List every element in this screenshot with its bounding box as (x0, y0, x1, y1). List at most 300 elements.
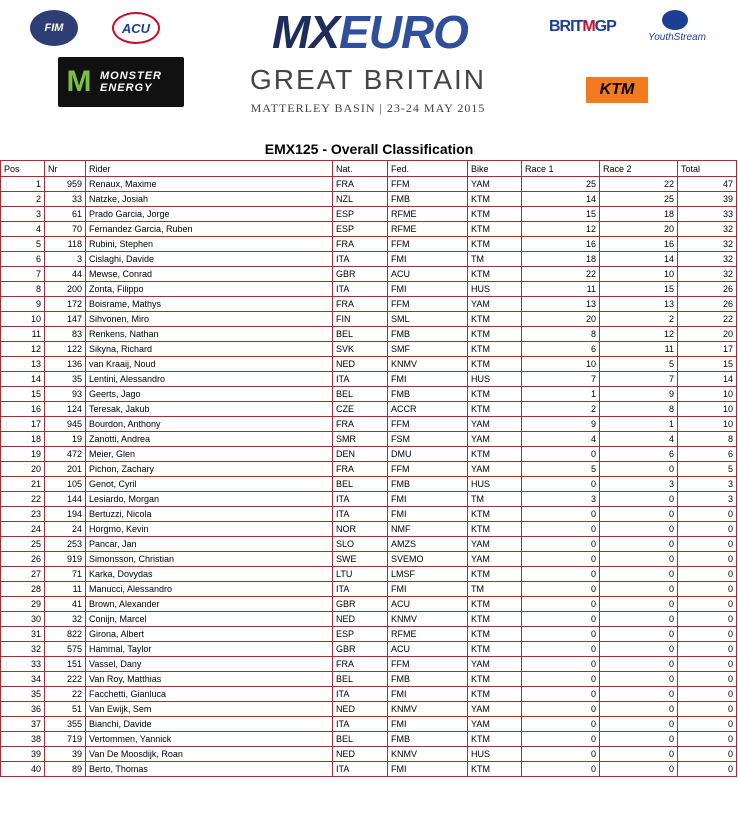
cell-pos: 30 (1, 612, 45, 627)
cell-total: 0 (678, 732, 737, 747)
cell-race1: 14 (522, 192, 600, 207)
cell-race2: 1 (600, 417, 678, 432)
table-row (1, 252, 737, 267)
cell-nat: ITA (333, 582, 388, 597)
cell-nr: 89 (45, 762, 86, 777)
cell-bike: KTM (468, 327, 522, 342)
cell-race1: 4 (522, 432, 600, 447)
cell-race2: 2 (600, 312, 678, 327)
cell-bike: YAM (468, 537, 522, 552)
cell-nr: 44 (45, 267, 86, 282)
cell-race1: 0 (522, 762, 600, 777)
cell-fed: FMB (388, 672, 468, 687)
cell-fed: RFME (388, 627, 468, 642)
cell-nat: ITA (333, 717, 388, 732)
cell-nat: NED (333, 612, 388, 627)
cell-fed: FFM (388, 657, 468, 672)
cell-pos: 20 (1, 462, 45, 477)
cell-bike: HUS (468, 477, 522, 492)
cell-race2: 6 (600, 447, 678, 462)
cell-nr: 122 (45, 342, 86, 357)
cell-pos: 5 (1, 237, 45, 252)
cell-total: 47 (678, 177, 737, 192)
table-row (1, 597, 737, 612)
cell-fed: FMI (388, 582, 468, 597)
cell-fed: FMI (388, 687, 468, 702)
cell-fed: KNMV (388, 747, 468, 762)
cell-race2: 22 (600, 177, 678, 192)
cell-fed: FMI (388, 762, 468, 777)
cell-nat: BEL (333, 732, 388, 747)
table-row (1, 477, 737, 492)
table-row (1, 522, 737, 537)
cell-nr: 959 (45, 177, 86, 192)
cell-pos: 14 (1, 372, 45, 387)
cell-bike: YAM (468, 717, 522, 732)
table-row (1, 627, 737, 642)
cell-race1: 0 (522, 597, 600, 612)
cell-fed: FFM (388, 177, 468, 192)
cell-nr: 136 (45, 357, 86, 372)
table-row (1, 327, 737, 342)
cell-total: 17 (678, 342, 737, 357)
cell-rider: Zonta, Filippo (86, 282, 333, 297)
cell-total: 39 (678, 192, 737, 207)
cell-race2: 11 (600, 342, 678, 357)
cell-total: 32 (678, 252, 737, 267)
cell-bike: KTM (468, 522, 522, 537)
cell-fed: FMI (388, 717, 468, 732)
acu-logo-text: ACU (121, 20, 151, 36)
cell-nat: SMR (333, 432, 388, 447)
cell-nr: 222 (45, 672, 86, 687)
cell-fed: FFM (388, 237, 468, 252)
cell-pos: 21 (1, 477, 45, 492)
cell-nr: 194 (45, 507, 86, 522)
cell-race1: 22 (522, 267, 600, 282)
cell-nat: ITA (333, 507, 388, 522)
cell-rider: Van De Moosdijk, Roan (86, 747, 333, 762)
cell-fed: SMF (388, 342, 468, 357)
cell-bike: KTM (468, 627, 522, 642)
cell-nat: SVK (333, 342, 388, 357)
cell-total: 0 (678, 597, 737, 612)
cell-race1: 0 (522, 552, 600, 567)
cell-race2: 13 (600, 297, 678, 312)
cell-bike: KTM (468, 672, 522, 687)
cell-race1: 0 (522, 582, 600, 597)
cell-fed: KNMV (388, 357, 468, 372)
cell-rider: Van Roy, Matthias (86, 672, 333, 687)
britmgp-logo-c: GP (594, 18, 616, 35)
cell-fed: FMI (388, 372, 468, 387)
table-row (1, 447, 737, 462)
cell-bike: KTM (468, 342, 522, 357)
cell-total: 0 (678, 657, 737, 672)
cell-total: 0 (678, 642, 737, 657)
cell-bike: YAM (468, 462, 522, 477)
cell-rider: Prado Garcia, Jorge (86, 207, 333, 222)
cell-race2: 0 (600, 582, 678, 597)
cell-pos: 37 (1, 717, 45, 732)
column-header-total: Total (678, 161, 737, 177)
cell-nr: 71 (45, 567, 86, 582)
cell-race1: 0 (522, 747, 600, 762)
cell-race2: 9 (600, 387, 678, 402)
cell-pos: 25 (1, 537, 45, 552)
cell-pos: 9 (1, 297, 45, 312)
cell-rider: Horgmo, Kevin (86, 522, 333, 537)
cell-pos: 23 (1, 507, 45, 522)
cell-bike: KTM (468, 597, 522, 612)
cell-pos: 1 (1, 177, 45, 192)
cell-total: 0 (678, 537, 737, 552)
cell-nr: 93 (45, 387, 86, 402)
cell-bike: KTM (468, 312, 522, 327)
table-row (1, 237, 737, 252)
cell-nr: 144 (45, 492, 86, 507)
cell-rider: Karka, Dovydas (86, 567, 333, 582)
cell-nat: NZL (333, 192, 388, 207)
cell-race1: 0 (522, 687, 600, 702)
table-row (1, 642, 737, 657)
cell-race2: 8 (600, 402, 678, 417)
cell-nr: 3 (45, 252, 86, 267)
cell-race1: 7 (522, 372, 600, 387)
cell-total: 0 (678, 612, 737, 627)
cell-nat: FRA (333, 297, 388, 312)
cell-fed: ACU (388, 597, 468, 612)
table-row (1, 357, 737, 372)
monster-energy-text (100, 70, 162, 94)
cell-total: 3 (678, 492, 737, 507)
cell-race2: 14 (600, 252, 678, 267)
cell-nat: NED (333, 702, 388, 717)
cell-rider: Girona, Albert (86, 627, 333, 642)
cell-fed: FMB (388, 477, 468, 492)
cell-fed: ACCR (388, 402, 468, 417)
cell-race1: 0 (522, 702, 600, 717)
cell-race2: 0 (600, 627, 678, 642)
cell-rider: Sikyna, Richard (86, 342, 333, 357)
cell-race2: 0 (600, 747, 678, 762)
cell-race2: 25 (600, 192, 678, 207)
cell-race1: 20 (522, 312, 600, 327)
cell-bike: KTM (468, 387, 522, 402)
cell-race2: 4 (600, 432, 678, 447)
cell-total: 0 (678, 552, 737, 567)
cell-fed: AMZS (388, 537, 468, 552)
cell-total: 33 (678, 207, 737, 222)
cell-nr: 945 (45, 417, 86, 432)
cell-total: 32 (678, 237, 737, 252)
cell-bike: YAM (468, 552, 522, 567)
cell-nat: SLO (333, 537, 388, 552)
cell-rider: Hammal, Taylor (86, 642, 333, 657)
cell-fed: RFME (388, 222, 468, 237)
cell-pos: 22 (1, 492, 45, 507)
cell-pos: 36 (1, 702, 45, 717)
cell-total: 26 (678, 297, 737, 312)
cell-nat: BEL (333, 387, 388, 402)
cell-pos: 35 (1, 687, 45, 702)
cell-race2: 0 (600, 492, 678, 507)
cell-nat: ESP (333, 627, 388, 642)
cell-nr: 822 (45, 627, 86, 642)
youthstream-swoosh-icon (662, 10, 688, 30)
cell-pos: 28 (1, 582, 45, 597)
cell-total: 32 (678, 267, 737, 282)
cell-race2: 10 (600, 267, 678, 282)
cell-nr: 472 (45, 447, 86, 462)
britmgp-logo-b: M (582, 18, 595, 35)
table-row (1, 372, 737, 387)
cell-fed: ACU (388, 642, 468, 657)
cell-total: 0 (678, 687, 737, 702)
cell-total: 0 (678, 672, 737, 687)
table-row (1, 192, 737, 207)
cell-bike: YAM (468, 297, 522, 312)
cell-fed: FMI (388, 507, 468, 522)
cell-race1: 9 (522, 417, 600, 432)
cell-nr: 151 (45, 657, 86, 672)
cell-rider: Berto, Thomas (86, 762, 333, 777)
cell-bike: KTM (468, 237, 522, 252)
cell-race2: 0 (600, 567, 678, 582)
cell-total: 0 (678, 762, 737, 777)
britmgp-logo (549, 18, 623, 36)
cell-bike: KTM (468, 447, 522, 462)
cell-bike: YAM (468, 177, 522, 192)
cell-pos: 13 (1, 357, 45, 372)
mxeuro-logo-euro: EURO (339, 6, 468, 58)
cell-race1: 5 (522, 462, 600, 477)
cell-race1: 0 (522, 537, 600, 552)
cell-pos: 10 (1, 312, 45, 327)
cell-fed: FFM (388, 297, 468, 312)
cell-nat: FRA (333, 462, 388, 477)
cell-rider: Zanotti, Andrea (86, 432, 333, 447)
cell-race2: 7 (600, 372, 678, 387)
column-header-nat: Nat. (333, 161, 388, 177)
cell-bike: KTM (468, 267, 522, 282)
cell-nat: SWE (333, 552, 388, 567)
table-row (1, 702, 737, 717)
cell-rider: Genot, Cyril (86, 477, 333, 492)
column-header-bike: Bike (468, 161, 522, 177)
cell-race2: 0 (600, 507, 678, 522)
cell-nat: FRA (333, 417, 388, 432)
cell-fed: NMF (388, 522, 468, 537)
cell-bike: KTM (468, 732, 522, 747)
cell-fed: FSM (388, 432, 468, 447)
cell-total: 10 (678, 387, 737, 402)
cell-bike: TM (468, 252, 522, 267)
cell-rider: Geerts, Jago (86, 387, 333, 402)
cell-nr: 355 (45, 717, 86, 732)
cell-race1: 0 (522, 522, 600, 537)
cell-race1: 16 (522, 237, 600, 252)
cell-rider: Cislaghi, Davide (86, 252, 333, 267)
cell-race1: 18 (522, 252, 600, 267)
table-header-row (1, 161, 737, 177)
cell-fed: FMB (388, 387, 468, 402)
monster-line1: MONSTER (100, 70, 162, 82)
table-row (1, 387, 737, 402)
cell-bike: KTM (468, 642, 522, 657)
ktm-logo (586, 77, 648, 103)
cell-nr: 33 (45, 192, 86, 207)
cell-total: 22 (678, 312, 737, 327)
cell-race2: 0 (600, 687, 678, 702)
cell-race1: 2 (522, 402, 600, 417)
cell-rider: Lentini, Alessandro (86, 372, 333, 387)
column-header-pos: Pos (1, 161, 45, 177)
cell-nat: CZE (333, 402, 388, 417)
cell-nr: 719 (45, 732, 86, 747)
cell-rider: Manucci, Alessandro (86, 582, 333, 597)
cell-pos: 4 (1, 222, 45, 237)
cell-nr: 61 (45, 207, 86, 222)
cell-nr: 51 (45, 702, 86, 717)
cell-race2: 0 (600, 657, 678, 672)
cell-bike: KTM (468, 222, 522, 237)
cell-fed: SVEMO (388, 552, 468, 567)
table-row (1, 222, 737, 237)
cell-total: 8 (678, 432, 737, 447)
cell-fed: FMB (388, 732, 468, 747)
table-row (1, 267, 737, 282)
cell-rider: Simonsson, Christian (86, 552, 333, 567)
cell-pos: 31 (1, 627, 45, 642)
cell-rider: Teresak, Jakub (86, 402, 333, 417)
monster-energy-logo (58, 57, 184, 107)
cell-total: 14 (678, 372, 737, 387)
cell-total: 32 (678, 222, 737, 237)
results-body (1, 177, 737, 777)
cell-pos: 15 (1, 387, 45, 402)
cell-nat: ITA (333, 762, 388, 777)
cell-fed: RFME (388, 207, 468, 222)
acu-logo (112, 12, 160, 44)
cell-bike: YAM (468, 417, 522, 432)
cell-race1: 0 (522, 657, 600, 672)
cell-bike: TM (468, 582, 522, 597)
cell-fed: FFM (388, 417, 468, 432)
cell-nr: 39 (45, 747, 86, 762)
cell-race2: 0 (600, 597, 678, 612)
cell-fed: DMU (388, 447, 468, 462)
cell-race1: 0 (522, 567, 600, 582)
cell-pos: 8 (1, 282, 45, 297)
cell-rider: Vertommen, Yannick (86, 732, 333, 747)
table-row (1, 537, 737, 552)
cell-nat: NOR (333, 522, 388, 537)
cell-race2: 0 (600, 642, 678, 657)
cell-nat: ITA (333, 687, 388, 702)
cell-total: 0 (678, 747, 737, 762)
cell-bike: KTM (468, 207, 522, 222)
cell-race1: 25 (522, 177, 600, 192)
cell-bike: HUS (468, 747, 522, 762)
table-row (1, 582, 737, 597)
youthstream-logo (646, 10, 708, 46)
cell-fed: FFM (388, 462, 468, 477)
cell-race1: 0 (522, 732, 600, 747)
cell-total: 6 (678, 447, 737, 462)
cell-nat: ITA (333, 282, 388, 297)
cell-total: 0 (678, 627, 737, 642)
cell-rider: van Kraaij, Noud (86, 357, 333, 372)
cell-nat: ITA (333, 492, 388, 507)
cell-bike: KTM (468, 687, 522, 702)
cell-race2: 0 (600, 702, 678, 717)
cell-race2: 0 (600, 552, 678, 567)
cell-pos: 34 (1, 672, 45, 687)
cell-nr: 41 (45, 597, 86, 612)
cell-nr: 201 (45, 462, 86, 477)
cell-race1: 0 (522, 717, 600, 732)
cell-rider: Bertuzzi, Nicola (86, 507, 333, 522)
cell-nat: FRA (333, 177, 388, 192)
cell-bike: KTM (468, 507, 522, 522)
cell-rider: Mewse, Conrad (86, 267, 333, 282)
cell-race1: 13 (522, 297, 600, 312)
cell-race2: 5 (600, 357, 678, 372)
cell-nat: FRA (333, 657, 388, 672)
cell-pos: 39 (1, 747, 45, 762)
cell-bike: KTM (468, 567, 522, 582)
column-header-rider: Rider (86, 161, 333, 177)
table-row (1, 657, 737, 672)
cell-pos: 11 (1, 327, 45, 342)
cell-rider: Sihvonen, Miro (86, 312, 333, 327)
youthstream-text: YouthStream (648, 32, 706, 43)
cell-fed: ACU (388, 267, 468, 282)
cell-nat: GBR (333, 642, 388, 657)
table-row (1, 342, 737, 357)
cell-nr: 32 (45, 612, 86, 627)
cell-pos: 24 (1, 522, 45, 537)
mxeuro-logo (248, 8, 492, 56)
cell-pos: 27 (1, 567, 45, 582)
cell-race2: 18 (600, 207, 678, 222)
britmgp-logo-a: BRIT (549, 18, 583, 35)
cell-fed: FMI (388, 252, 468, 267)
cell-fed: SML (388, 312, 468, 327)
cell-race1: 12 (522, 222, 600, 237)
cell-bike: KTM (468, 357, 522, 372)
cell-race2: 0 (600, 612, 678, 627)
column-header-race2: Race 2 (600, 161, 678, 177)
table-row (1, 177, 737, 192)
cell-fed: LMSF (388, 567, 468, 582)
cell-nat: LTU (333, 567, 388, 582)
cell-rider: Pancar, Jan (86, 537, 333, 552)
cell-rider: Renaux, Maxime (86, 177, 333, 192)
cell-nr: 253 (45, 537, 86, 552)
table-row (1, 762, 737, 777)
cell-race1: 8 (522, 327, 600, 342)
cell-race1: 3 (522, 492, 600, 507)
cell-pos: 40 (1, 762, 45, 777)
cell-bike: YAM (468, 657, 522, 672)
cell-race1: 1 (522, 387, 600, 402)
cell-nr: 147 (45, 312, 86, 327)
cell-race2: 0 (600, 537, 678, 552)
ktm-logo-text: KTM (599, 81, 635, 98)
cell-race2: 0 (600, 522, 678, 537)
